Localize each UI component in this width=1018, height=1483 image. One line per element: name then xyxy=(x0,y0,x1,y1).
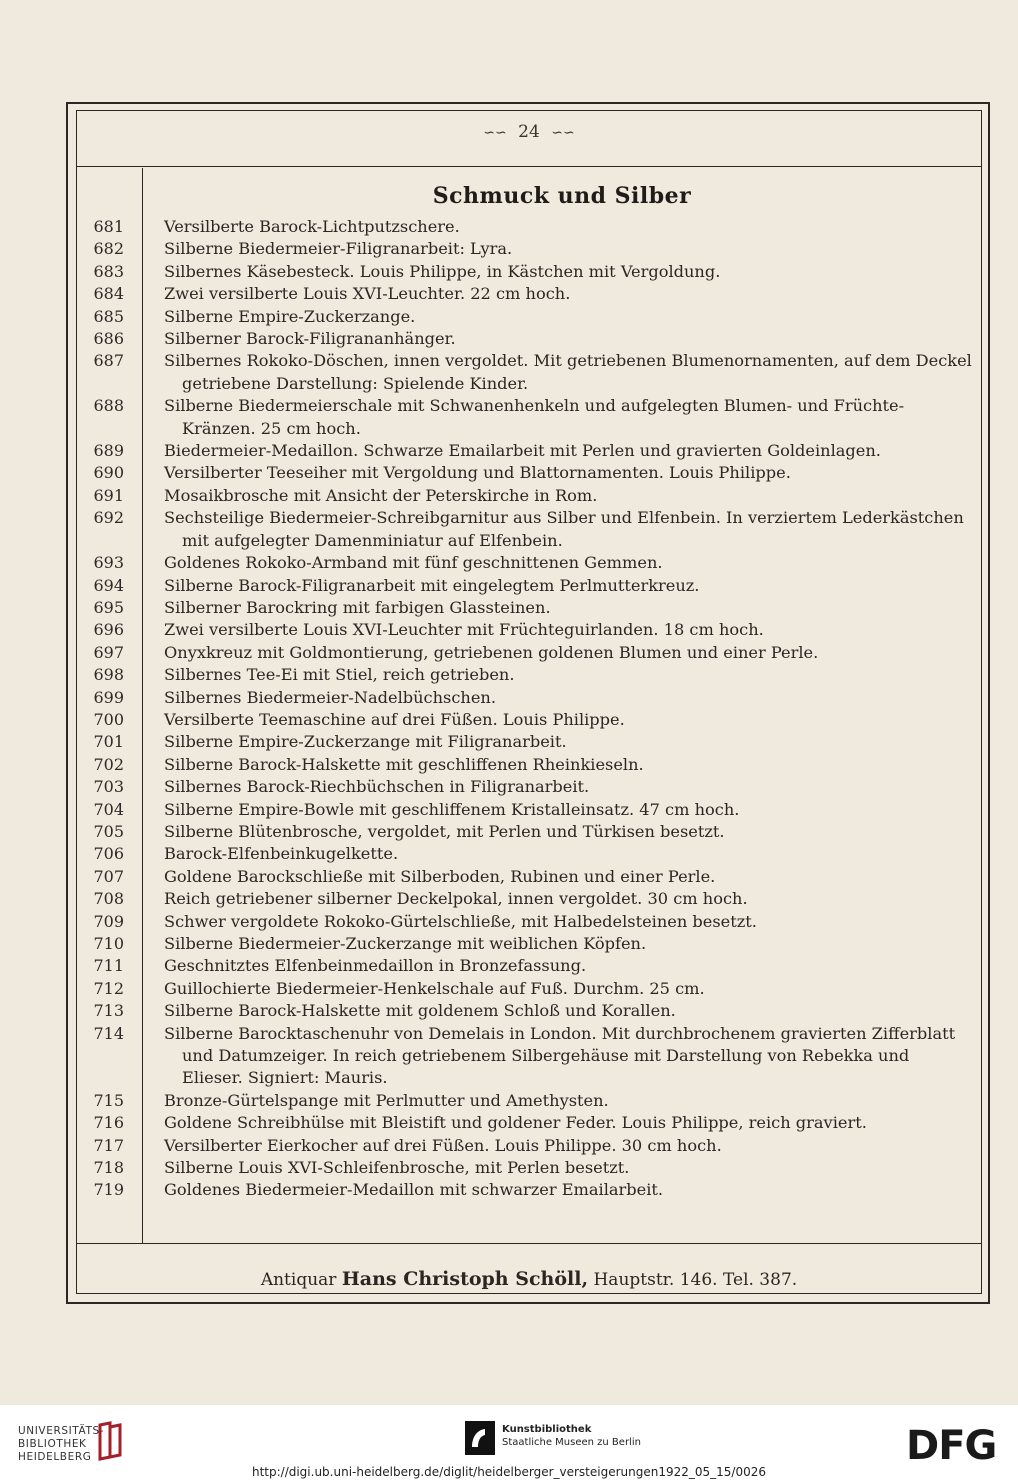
lot-number: 696 xyxy=(93,620,124,640)
lot-number: 705 xyxy=(93,821,124,841)
lot-number: 719 xyxy=(93,1180,124,1200)
lot-description: Silberne Barocktaschenuhr von Demelais in London. Mit durchbrochenem gravierten Zifferblatt und Datumzeiger. In reich getriebenem Silbergehäuse mit Darstellung von Rebekka und Elieser. Signiert: Mauris. xyxy=(164,1023,956,1088)
lot-description: Silbernes Biedermeier-Nadelbüchschen. xyxy=(164,687,496,707)
catalog-row xyxy=(76,799,982,821)
lot-description: Silbernes Rokoko-Döschen, innen vergoldet. Mit getriebenen Blumenornamenten, auf dem Deckel getriebene Darstellung: Spielende Kinder. xyxy=(164,351,972,393)
catalog-row xyxy=(76,866,982,888)
catalog-row xyxy=(76,306,982,328)
lot-number: 714 xyxy=(93,1023,124,1043)
kunstbibliothek-logo-icon xyxy=(465,1421,495,1455)
lot-description: Silberne Empire-Zuckerzange. xyxy=(164,306,416,326)
lot-number: 694 xyxy=(93,575,124,595)
uni-line-2: BIBLIOTHEK xyxy=(18,1438,87,1450)
source-url[interactable]: http://digi.ub.uni-heidelberg.de/diglit/heidelberger_versteigerungen1922_05_15/0026 xyxy=(251,1465,767,1479)
lot-number: 697 xyxy=(93,642,124,662)
uni-line-1: UNIVERSITÄTS- xyxy=(18,1425,105,1437)
lot-number: 699 xyxy=(93,687,124,707)
lot-description: Silbernes Barock-Riechbüchschen in Filigranarbeit. xyxy=(164,777,590,797)
catalog-row xyxy=(76,1112,982,1134)
lot-description: Versilberte Teemaschine auf drei Füßen. Louis Philippe. xyxy=(164,709,625,729)
ornament-left: ∽∽ xyxy=(483,125,507,141)
lot-description: Schwer vergoldete Rokoko-Gürtelschließe, mit Halbedelsteinen besetzt. xyxy=(164,911,757,931)
university-library-label xyxy=(18,1425,104,1464)
university-logo-icon xyxy=(96,1421,124,1461)
dealer-address: Hauptstr. 146. Tel. 387. xyxy=(593,1270,798,1290)
lot-description: Onyxkreuz mit Goldmontierung, getriebenen goldenen Blumen und einer Perle. xyxy=(164,642,819,662)
catalog-row xyxy=(76,978,982,1000)
lot-number: 711 xyxy=(93,956,124,976)
lot-description: Silberne Blütenbrosche, vergoldet, mit Perlen und Türkisen besetzt. xyxy=(164,821,725,841)
catalog-row xyxy=(76,575,982,597)
lot-number: 693 xyxy=(93,553,124,573)
lot-description: Silberne Biedermeier-Zuckerzange mit weiblichen Köpfen. xyxy=(164,934,647,953)
lot-description: Reich getriebener silberner Deckelpokal, innen vergoldet. 30 cm hoch. xyxy=(164,889,748,909)
catalog-row xyxy=(76,821,982,843)
lot-description: Silberne Empire-Zuckerzange mit Filigranarbeit. xyxy=(164,732,567,752)
header-divider xyxy=(76,166,982,167)
catalog-row xyxy=(76,261,982,283)
catalog-row xyxy=(76,888,982,910)
lot-description: Barock-Elfenbeinkugelkette. xyxy=(164,844,399,864)
kb-name: Kunstbibliothek xyxy=(502,1424,592,1435)
lot-number: 713 xyxy=(93,1001,124,1021)
lot-description: Goldene Schreibhülse mit Bleistift und goldener Feder. Louis Philippe, reich graviert. xyxy=(164,1113,867,1133)
catalog-row xyxy=(76,1157,982,1179)
catalog-row xyxy=(76,1023,982,1090)
lot-number: 702 xyxy=(93,754,124,774)
catalog-row xyxy=(76,687,982,709)
catalog-row xyxy=(76,462,982,484)
dealer-name: Hans Christoph Schöll, xyxy=(341,1268,589,1290)
catalog-row xyxy=(76,731,982,753)
catalog-row xyxy=(76,664,982,686)
dealer-footer xyxy=(76,1268,982,1290)
lot-number: 686 xyxy=(93,329,124,349)
lot-number: 689 xyxy=(93,441,124,461)
kunstbibliothek-label xyxy=(502,1423,641,1449)
lot-number: 717 xyxy=(93,1135,124,1155)
footer-prefix: Antiquar xyxy=(260,1270,337,1290)
lot-number: 695 xyxy=(93,597,124,617)
lot-description: Sechsteilige Biedermeier-Schreibgarnitur aus Silber und Elfenbein. In verziertem Lederkästchen mit aufgelegter Damenminiatur auf Elfenbein. xyxy=(164,508,964,550)
lot-description: Guillochierte Biedermeier-Henkelschale auf Fuß. Durchm. 25 cm. xyxy=(164,978,705,998)
lot-description: Goldenes Rokoko-Armband mit fünf geschnittenen Gemmen. xyxy=(164,553,663,573)
catalog-row xyxy=(76,619,982,641)
lot-number: 704 xyxy=(93,799,124,819)
catalog-row xyxy=(76,754,982,776)
lot-number: 698 xyxy=(93,665,124,685)
lot-description: Silberne Barock-Filigranarbeit mit eingelegtem Perlmutterkreuz. xyxy=(164,575,700,595)
lot-description: Zwei versilberte Louis XVI-Leuchter. 22 cm hoch. xyxy=(164,284,571,304)
catalog-list xyxy=(76,216,982,1202)
page-number-header xyxy=(76,122,982,142)
lot-number: 710 xyxy=(93,934,124,953)
catalog-row xyxy=(76,642,982,664)
catalog-row xyxy=(76,395,982,440)
lot-description: Silberne Empire-Bowle mit geschliffenem Kristalleinsatz. 47 cm hoch. xyxy=(164,799,740,819)
lot-number: 700 xyxy=(93,709,124,729)
catalog-row xyxy=(76,238,982,260)
catalog-row xyxy=(76,507,982,552)
lot-description: Silberne Barock-Halskette mit goldenem Schloß und Korallen. xyxy=(164,1001,676,1021)
catalog-row xyxy=(76,1179,982,1201)
lot-description: Silberner Barock-Filigrananhänger. xyxy=(164,329,456,349)
lot-number: 708 xyxy=(93,889,124,909)
lot-number: 718 xyxy=(93,1158,124,1178)
lot-number: 692 xyxy=(93,508,124,528)
catalog-row xyxy=(76,709,982,731)
lot-number: 683 xyxy=(93,261,124,281)
lot-number: 716 xyxy=(93,1113,124,1133)
kb-sub: Staatliche Museen zu Berlin xyxy=(502,1437,641,1448)
catalog-row xyxy=(76,485,982,507)
lot-number: 682 xyxy=(93,239,124,259)
catalog-row xyxy=(76,328,982,350)
lot-description: Silberne Louis XVI-Schleifenbrosche, mit Perlen besetzt. xyxy=(164,1158,630,1178)
catalog-row xyxy=(76,552,982,574)
lot-number: 709 xyxy=(93,911,124,931)
lot-description: Silberne Biedermeierschale mit Schwanenhenkeln und aufgelegten Blumen- und Früchte-Kränzen. 25 cm hoch. xyxy=(164,396,905,438)
lot-description: Versilberte Barock-Lichtputzschere. xyxy=(164,217,460,236)
uni-line-3: HEIDELBERG xyxy=(18,1451,92,1463)
catalog-row xyxy=(76,776,982,798)
catalog-row xyxy=(76,843,982,865)
lot-number: 687 xyxy=(93,351,124,371)
lot-number: 706 xyxy=(93,844,124,864)
catalog-row xyxy=(76,216,982,238)
lot-description: Silberner Barockring mit farbigen Glassteinen. xyxy=(164,597,551,617)
lot-description: Geschnitztes Elfenbeinmedaillon in Bronzefassung. xyxy=(164,956,587,976)
catalog-row xyxy=(76,1135,982,1157)
lot-description: Bronze-Gürtelspange mit Perlmutter und Amethysten. xyxy=(164,1090,609,1110)
lot-number: 681 xyxy=(93,217,124,236)
lot-number: 688 xyxy=(93,396,124,416)
lot-description: Mosaikbrosche mit Ansicht der Peterskirche in Rom. xyxy=(164,485,598,505)
lot-number: 691 xyxy=(93,485,124,505)
lot-number: 685 xyxy=(93,306,124,326)
lot-description: Versilberter Teeseiher mit Vergoldung und Blattornamenten. Louis Philippe. xyxy=(164,463,791,483)
catalog-row xyxy=(76,350,982,395)
catalog-row xyxy=(76,911,982,933)
catalog-row xyxy=(76,1000,982,1022)
lot-description: Silberne Biedermeier-Filigranarbeit: Lyra. xyxy=(164,239,513,259)
lot-description: Zwei versilberte Louis XVI-Leuchter mit Früchteguirlanden. 18 cm hoch. xyxy=(164,620,764,640)
lot-description: Silbernes Tee-Ei mit Stiel, reich getrieben. xyxy=(164,665,515,685)
lot-number: 715 xyxy=(93,1090,124,1110)
lot-description: Goldene Barockschließe mit Silberboden, Rubinen und einer Perle. xyxy=(164,866,716,886)
section-title: Schmuck und Silber xyxy=(432,183,692,209)
lot-description: Biedermeier-Medaillon. Schwarze Emailarbeit mit Perlen und gravierten Goldeinlagen. xyxy=(164,441,881,461)
catalog-row xyxy=(76,933,982,955)
footer-divider xyxy=(76,1243,982,1244)
lot-number: 690 xyxy=(93,463,124,483)
lot-description: Silberne Barock-Halskette mit geschliffenen Rheinkieseln. xyxy=(164,754,644,774)
catalog-row xyxy=(76,283,982,305)
catalog-row xyxy=(76,955,982,977)
catalog-row xyxy=(76,597,982,619)
catalog-row xyxy=(76,1090,982,1112)
lot-number: 701 xyxy=(93,732,124,752)
lot-description: Goldenes Biedermeier-Medaillon mit schwarzer Emailarbeit. xyxy=(164,1180,664,1200)
lot-description: Silbernes Käsebesteck. Louis Philippe, in Kästchen mit Vergoldung. xyxy=(164,261,721,281)
ornament-right: ∽∽ xyxy=(551,125,575,141)
lot-number: 712 xyxy=(93,978,124,998)
page-number: 24 xyxy=(518,122,540,142)
lot-description: Versilberter Eierkocher auf drei Füßen. Louis Philippe. 30 cm hoch. xyxy=(164,1135,722,1155)
lot-number: 703 xyxy=(93,777,124,797)
catalog-row xyxy=(76,440,982,462)
lot-number: 684 xyxy=(93,284,124,304)
dfg-logo: DFG xyxy=(906,1423,997,1469)
lot-number: 707 xyxy=(93,866,124,886)
